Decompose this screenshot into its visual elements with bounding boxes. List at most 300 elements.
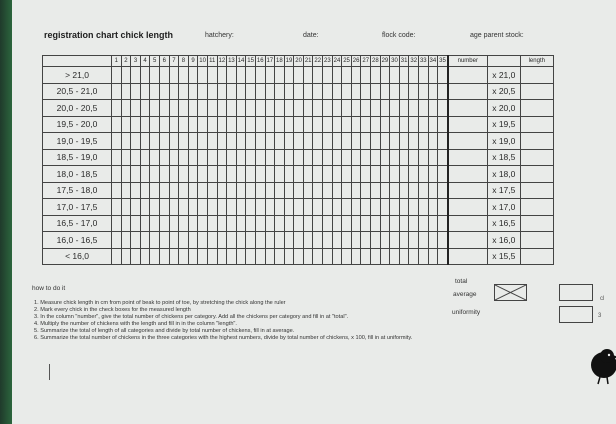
check-box-cell[interactable] [265,100,275,117]
check-box-cell[interactable] [323,100,333,117]
check-box-cell[interactable] [112,149,122,166]
check-box-cell[interactable] [399,232,409,249]
check-box-cell[interactable] [361,215,371,232]
check-box-cell[interactable] [303,166,313,183]
check-box-cell[interactable] [236,199,246,216]
check-box-cell[interactable] [419,149,429,166]
check-box-cell[interactable] [438,100,448,117]
check-box-cell[interactable] [236,67,246,84]
check-box-cell[interactable] [121,67,131,84]
check-box-cell[interactable] [121,149,131,166]
check-box-cell[interactable] [207,83,217,100]
check-box-cell[interactable] [390,199,400,216]
check-box-cell[interactable] [236,149,246,166]
check-box-cell[interactable] [275,67,285,84]
check-box-cell[interactable] [294,215,304,232]
check-box-cell[interactable] [265,116,275,133]
check-box-cell[interactable] [371,83,381,100]
number-cell[interactable] [448,133,488,150]
check-box-cell[interactable] [188,100,198,117]
check-box-cell[interactable] [380,182,390,199]
check-box-cell[interactable] [399,199,409,216]
check-box-cell[interactable] [294,67,304,84]
check-box-cell[interactable] [227,149,237,166]
check-box-cell[interactable] [217,100,227,117]
check-box-cell[interactable] [159,215,169,232]
check-box-cell[interactable] [409,215,419,232]
check-box-cell[interactable] [150,199,160,216]
check-box-cell[interactable] [112,248,122,265]
check-box-cell[interactable] [217,133,227,150]
check-box-cell[interactable] [419,199,429,216]
check-box-cell[interactable] [409,166,419,183]
check-box-cell[interactable] [313,199,323,216]
check-box-cell[interactable] [275,248,285,265]
check-box-cell[interactable] [399,166,409,183]
check-box-cell[interactable] [323,199,333,216]
check-box-cell[interactable] [313,100,323,117]
check-box-cell[interactable] [275,116,285,133]
check-box-cell[interactable] [188,116,198,133]
check-box-cell[interactable] [227,215,237,232]
check-box-cell[interactable] [332,182,342,199]
average-length-box[interactable] [559,284,593,301]
check-box-cell[interactable] [294,232,304,249]
check-box-cell[interactable] [361,166,371,183]
length-cell[interactable] [520,67,553,84]
check-box-cell[interactable] [438,199,448,216]
check-box-cell[interactable] [361,248,371,265]
check-box-cell[interactable] [294,199,304,216]
check-box-cell[interactable] [236,232,246,249]
check-box-cell[interactable] [140,199,150,216]
check-box-cell[interactable] [265,199,275,216]
length-cell[interactable] [520,100,553,117]
check-box-cell[interactable] [265,182,275,199]
check-box-cell[interactable] [294,248,304,265]
check-box-cell[interactable] [303,248,313,265]
length-cell[interactable] [520,232,553,249]
check-box-cell[interactable] [150,67,160,84]
check-box-cell[interactable] [371,215,381,232]
check-box-cell[interactable] [399,116,409,133]
check-box-cell[interactable] [121,232,131,249]
check-box-cell[interactable] [131,199,141,216]
check-box-cell[interactable] [198,83,208,100]
check-box-cell[interactable] [284,215,294,232]
check-box-cell[interactable] [188,133,198,150]
check-box-cell[interactable] [284,133,294,150]
check-box-cell[interactable] [275,166,285,183]
number-cell[interactable] [448,232,488,249]
check-box-cell[interactable] [255,215,265,232]
number-cell[interactable] [448,199,488,216]
check-box-cell[interactable] [351,116,361,133]
check-box-cell[interactable] [323,133,333,150]
number-cell[interactable] [448,116,488,133]
check-box-cell[interactable] [131,149,141,166]
check-box-cell[interactable] [246,116,256,133]
check-box-cell[interactable] [207,182,217,199]
check-box-cell[interactable] [169,166,179,183]
check-box-cell[interactable] [207,100,217,117]
check-box-cell[interactable] [169,133,179,150]
check-box-cell[interactable] [236,182,246,199]
check-box-cell[interactable] [399,149,409,166]
check-box-cell[interactable] [217,182,227,199]
check-box-cell[interactable] [390,116,400,133]
check-box-cell[interactable] [390,67,400,84]
check-box-cell[interactable] [390,133,400,150]
check-box-cell[interactable] [284,182,294,199]
check-box-cell[interactable] [323,67,333,84]
check-box-cell[interactable] [313,232,323,249]
check-box-cell[interactable] [169,100,179,117]
check-box-cell[interactable] [419,67,429,84]
check-box-cell[interactable] [303,149,313,166]
check-box-cell[interactable] [121,182,131,199]
check-box-cell[interactable] [419,215,429,232]
check-box-cell[interactable] [409,83,419,100]
check-box-cell[interactable] [150,248,160,265]
check-box-cell[interactable] [284,67,294,84]
length-cell[interactable] [520,83,553,100]
check-box-cell[interactable] [419,248,429,265]
check-box-cell[interactable] [207,116,217,133]
check-box-cell[interactable] [188,199,198,216]
check-box-cell[interactable] [361,232,371,249]
check-box-cell[interactable] [342,199,352,216]
check-box-cell[interactable] [332,133,342,150]
check-box-cell[interactable] [409,67,419,84]
check-box-cell[interactable] [361,83,371,100]
check-box-cell[interactable] [351,67,361,84]
check-box-cell[interactable] [380,199,390,216]
check-box-cell[interactable] [284,116,294,133]
check-box-cell[interactable] [342,133,352,150]
check-box-cell[interactable] [159,133,169,150]
check-box-cell[interactable] [140,133,150,150]
check-box-cell[interactable] [371,182,381,199]
check-box-cell[interactable] [380,215,390,232]
check-box-cell[interactable] [428,149,438,166]
check-box-cell[interactable] [380,149,390,166]
check-box-cell[interactable] [169,149,179,166]
number-cell[interactable] [448,248,488,265]
check-box-cell[interactable] [342,67,352,84]
check-box-cell[interactable] [323,166,333,183]
check-box-cell[interactable] [438,215,448,232]
check-box-cell[interactable] [284,166,294,183]
check-box-cell[interactable] [198,67,208,84]
check-box-cell[interactable] [275,182,285,199]
check-box-cell[interactable] [140,182,150,199]
check-box-cell[interactable] [112,199,122,216]
check-box-cell[interactable] [303,182,313,199]
length-cell[interactable] [520,149,553,166]
check-box-cell[interactable] [323,248,333,265]
check-box-cell[interactable] [236,83,246,100]
check-box-cell[interactable] [332,215,342,232]
check-box-cell[interactable] [399,67,409,84]
check-box-cell[interactable] [428,215,438,232]
check-box-cell[interactable] [390,215,400,232]
check-box-cell[interactable] [169,83,179,100]
check-box-cell[interactable] [371,232,381,249]
check-box-cell[interactable] [121,100,131,117]
check-box-cell[interactable] [303,67,313,84]
check-box-cell[interactable] [217,166,227,183]
check-box-cell[interactable] [207,232,217,249]
check-box-cell[interactable] [419,232,429,249]
check-box-cell[interactable] [131,100,141,117]
check-box-cell[interactable] [361,100,371,117]
check-box-cell[interactable] [342,215,352,232]
check-box-cell[interactable] [265,149,275,166]
check-box-cell[interactable] [150,149,160,166]
check-box-cell[interactable] [284,248,294,265]
check-box-cell[interactable] [246,67,256,84]
check-box-cell[interactable] [169,116,179,133]
check-box-cell[interactable] [371,149,381,166]
check-box-cell[interactable] [438,248,448,265]
check-box-cell[interactable] [131,133,141,150]
check-box-cell[interactable] [246,232,256,249]
check-box-cell[interactable] [323,83,333,100]
check-box-cell[interactable] [150,232,160,249]
check-box-cell[interactable] [246,100,256,117]
check-box-cell[interactable] [351,199,361,216]
check-box-cell[interactable] [159,248,169,265]
number-cell[interactable] [448,83,488,100]
length-cell[interactable] [520,182,553,199]
check-box-cell[interactable] [112,67,122,84]
check-box-cell[interactable] [399,100,409,117]
check-box-cell[interactable] [409,116,419,133]
check-box-cell[interactable] [380,100,390,117]
check-box-cell[interactable] [159,67,169,84]
check-box-cell[interactable] [409,199,419,216]
check-box-cell[interactable] [323,116,333,133]
check-box-cell[interactable] [419,116,429,133]
check-box-cell[interactable] [150,166,160,183]
check-box-cell[interactable] [198,248,208,265]
check-box-cell[interactable] [332,67,342,84]
check-box-cell[interactable] [150,133,160,150]
check-box-cell[interactable] [409,232,419,249]
check-box-cell[interactable] [303,133,313,150]
check-box-cell[interactable] [284,100,294,117]
check-box-cell[interactable] [275,100,285,117]
check-box-cell[interactable] [380,133,390,150]
check-box-cell[interactable] [294,182,304,199]
check-box-cell[interactable] [255,248,265,265]
length-cell[interactable] [520,248,553,265]
check-box-cell[interactable] [236,215,246,232]
check-box-cell[interactable] [112,116,122,133]
check-box-cell[interactable] [275,133,285,150]
check-box-cell[interactable] [179,67,189,84]
check-box-cell[interactable] [399,248,409,265]
check-box-cell[interactable] [265,248,275,265]
check-box-cell[interactable] [332,199,342,216]
check-box-cell[interactable] [371,133,381,150]
check-box-cell[interactable] [236,116,246,133]
check-box-cell[interactable] [428,116,438,133]
check-box-cell[interactable] [342,149,352,166]
check-box-cell[interactable] [380,248,390,265]
check-box-cell[interactable] [198,232,208,249]
check-box-cell[interactable] [198,215,208,232]
check-box-cell[interactable] [169,182,179,199]
check-box-cell[interactable] [131,116,141,133]
check-box-cell[interactable] [361,182,371,199]
check-box-cell[interactable] [217,248,227,265]
check-box-cell[interactable] [246,83,256,100]
check-box-cell[interactable] [207,199,217,216]
check-box-cell[interactable] [284,83,294,100]
check-box-cell[interactable] [351,83,361,100]
check-box-cell[interactable] [227,67,237,84]
check-box-cell[interactable] [207,248,217,265]
check-box-cell[interactable] [255,232,265,249]
check-box-cell[interactable] [198,149,208,166]
check-box-cell[interactable] [179,166,189,183]
check-box-cell[interactable] [179,83,189,100]
check-box-cell[interactable] [284,199,294,216]
check-box-cell[interactable] [227,199,237,216]
check-box-cell[interactable] [342,116,352,133]
check-box-cell[interactable] [131,166,141,183]
check-box-cell[interactable] [342,248,352,265]
check-box-cell[interactable] [361,149,371,166]
check-box-cell[interactable] [179,133,189,150]
check-box-cell[interactable] [438,83,448,100]
check-box-cell[interactable] [419,182,429,199]
check-box-cell[interactable] [294,133,304,150]
check-box-cell[interactable] [323,149,333,166]
check-box-cell[interactable] [390,182,400,199]
check-box-cell[interactable] [390,232,400,249]
number-cell[interactable] [448,149,488,166]
check-box-cell[interactable] [188,248,198,265]
check-box-cell[interactable] [351,166,361,183]
check-box-cell[interactable] [255,67,265,84]
check-box-cell[interactable] [121,116,131,133]
check-box-cell[interactable] [313,116,323,133]
check-box-cell[interactable] [217,199,227,216]
check-box-cell[interactable] [236,248,246,265]
number-cell[interactable] [448,100,488,117]
check-box-cell[interactable] [265,166,275,183]
check-box-cell[interactable] [227,166,237,183]
check-box-cell[interactable] [313,248,323,265]
check-box-cell[interactable] [438,166,448,183]
number-cell[interactable] [448,67,488,84]
check-box-cell[interactable] [275,199,285,216]
check-box-cell[interactable] [255,149,265,166]
check-box-cell[interactable] [371,67,381,84]
check-box-cell[interactable] [428,67,438,84]
check-box-cell[interactable] [255,100,265,117]
check-box-cell[interactable] [179,149,189,166]
check-box-cell[interactable] [323,232,333,249]
check-box-cell[interactable] [399,182,409,199]
check-box-cell[interactable] [255,133,265,150]
check-box-cell[interactable] [275,232,285,249]
check-box-cell[interactable] [380,67,390,84]
check-box-cell[interactable] [380,116,390,133]
check-box-cell[interactable] [361,199,371,216]
check-box-cell[interactable] [255,116,265,133]
check-box-cell[interactable] [342,166,352,183]
check-box-cell[interactable] [159,100,169,117]
check-box-cell[interactable] [140,100,150,117]
check-box-cell[interactable] [428,248,438,265]
check-box-cell[interactable] [380,83,390,100]
check-box-cell[interactable] [188,182,198,199]
check-box-cell[interactable] [246,182,256,199]
check-box-cell[interactable] [246,166,256,183]
check-box-cell[interactable] [198,166,208,183]
check-box-cell[interactable] [409,149,419,166]
check-box-cell[interactable] [150,182,160,199]
check-box-cell[interactable] [169,232,179,249]
check-box-cell[interactable] [390,83,400,100]
check-box-cell[interactable] [409,248,419,265]
check-box-cell[interactable] [121,215,131,232]
check-box-cell[interactable] [169,199,179,216]
check-box-cell[interactable] [131,182,141,199]
length-cell[interactable] [520,116,553,133]
check-box-cell[interactable] [428,199,438,216]
number-cell[interactable] [448,215,488,232]
check-box-cell[interactable] [419,166,429,183]
check-box-cell[interactable] [140,83,150,100]
check-box-cell[interactable] [246,248,256,265]
check-box-cell[interactable] [227,100,237,117]
check-box-cell[interactable] [255,199,265,216]
check-box-cell[interactable] [351,133,361,150]
check-box-cell[interactable] [169,248,179,265]
check-box-cell[interactable] [428,83,438,100]
check-box-cell[interactable] [313,133,323,150]
check-box-cell[interactable] [332,116,342,133]
check-box-cell[interactable] [419,133,429,150]
check-box-cell[interactable] [399,215,409,232]
check-box-cell[interactable] [438,116,448,133]
check-box-cell[interactable] [159,83,169,100]
check-box-cell[interactable] [428,100,438,117]
check-box-cell[interactable] [419,83,429,100]
check-box-cell[interactable] [112,232,122,249]
check-box-cell[interactable] [284,232,294,249]
check-box-cell[interactable] [121,133,131,150]
check-box-cell[interactable] [255,83,265,100]
check-box-cell[interactable] [351,215,361,232]
average-number-box[interactable] [494,284,527,301]
check-box-cell[interactable] [351,100,361,117]
check-box-cell[interactable] [371,248,381,265]
check-box-cell[interactable] [380,232,390,249]
check-box-cell[interactable] [351,182,361,199]
check-box-cell[interactable] [150,83,160,100]
check-box-cell[interactable] [131,83,141,100]
number-cell[interactable] [448,166,488,183]
check-box-cell[interactable] [112,166,122,183]
check-box-cell[interactable] [332,83,342,100]
check-box-cell[interactable] [284,149,294,166]
